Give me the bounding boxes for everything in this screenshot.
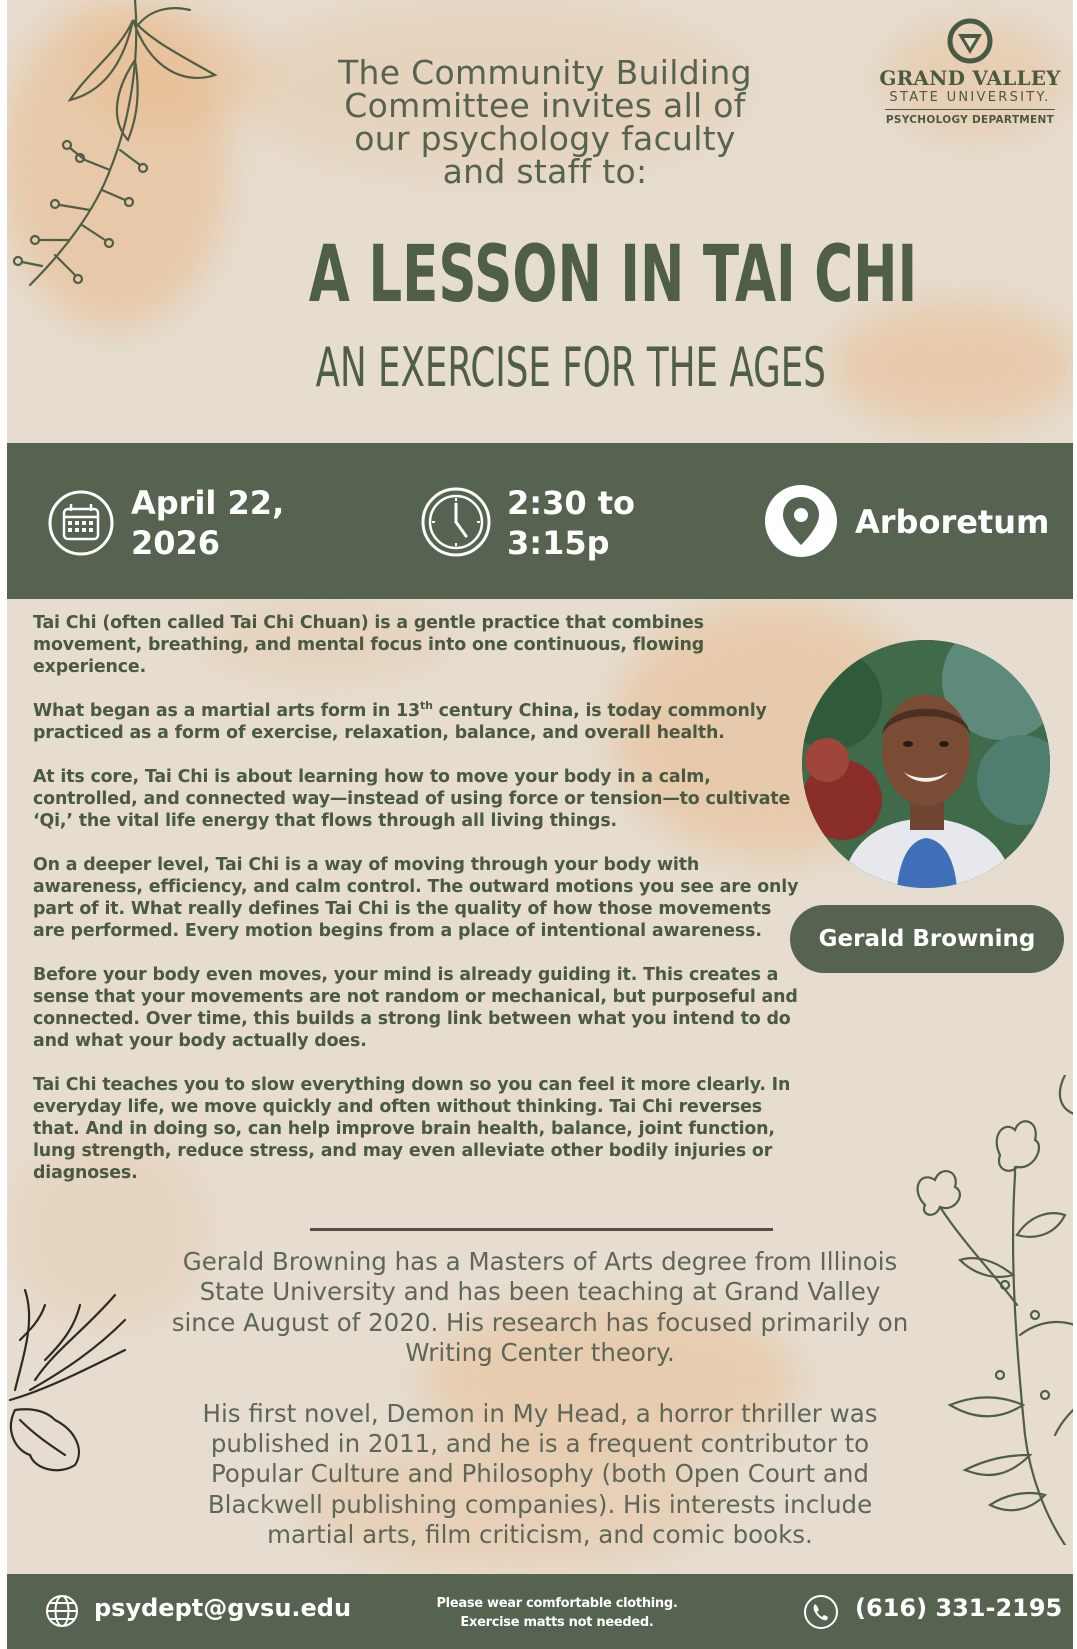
email-link[interactable]: psydept@gvsu.edu (94, 1594, 352, 1622)
event-title: A LESSON IN TAI CHI (308, 230, 918, 320)
leaf-branch-icon (10, 0, 230, 300)
event-date (131, 483, 284, 563)
bio-paragraph: His first novel, Demon in My Head, a horror thriller was published in 2011, and he is a frequent contributor to Popular Culture and Philosophy (both Open Court and Blackwell publishing companies). His interests include martial arts, film criticism, and comic books. (202, 1398, 878, 1550)
footer-note-line: Please wear comfortable clothing. (436, 1596, 678, 1611)
location-pin-icon (763, 483, 839, 559)
page-edge (1073, 0, 1077, 1649)
logo-rule (885, 109, 1055, 110)
description-text: century China, is today commonly practiced as a form of exercise, relaxation, balance, and overall health. (33, 701, 767, 743)
flower-icon (905, 1075, 1077, 1545)
superscript: th (419, 699, 433, 713)
gvsu-logo (865, 18, 1075, 126)
phone-icon (803, 1594, 839, 1630)
globe-icon (45, 1594, 79, 1628)
invitation-line: and staff to: (442, 152, 648, 191)
invitation-line: The Community Building (338, 53, 752, 92)
page-edge (0, 0, 7, 1649)
description-paragraph: Before your body even moves, your mind is already guiding it. This creates a sense that your movements are not random or mechanical, but purposeful and connected. Over time, this builds a strong link between what you intend to do and what your body actually does. (33, 965, 798, 1051)
event-time (507, 483, 635, 563)
invitation-line: Committee invites all of (344, 86, 746, 125)
description-paragraph: On a deeper level, Tai Chi is a way of moving through your body with awareness, efficiency, and calm control. The outward motions you see are only part of it. What really defines Tai Chi is the quality of how those movements are performed. Every motion begins from a place of intentional awareness. (33, 855, 799, 941)
bio-paragraph: Gerald Browning has a Masters of Arts degree from Illinois State University and has been teaching at Grand Valley since August of 2020. His research has focused primarily on Writing Center theory. (171, 1247, 909, 1368)
event-subtitle: AN EXERCISE FOR THE AGES (315, 336, 826, 399)
footer-note (387, 1594, 727, 1632)
event-info-band (7, 443, 1073, 599)
gvsu-logo-icon (947, 18, 993, 64)
instructor-bio (165, 1247, 915, 1581)
time-line: 2:30 to (507, 484, 636, 522)
instructor-photo (802, 640, 1050, 888)
event-location: Arboretum (855, 503, 1050, 541)
phone-number[interactable]: (616) 331-2195 (855, 1594, 1063, 1622)
clock-icon (420, 486, 492, 558)
description (33, 612, 808, 1206)
section-divider (310, 1228, 773, 1231)
description-text: What began as a martial arts form in 13 (33, 701, 420, 721)
invitation-line: our psychology faculty (354, 119, 736, 158)
calendar-icon (47, 489, 115, 557)
description-paragraph: At its core, Tai Chi is about learning how to move your body in a calm, controlled, and connected way—instead of using force or tension—to cultivate ‘Qi,’ the vital life energy that flows through all living things. (33, 767, 791, 831)
date-line: 2026 (131, 524, 221, 562)
time-line: 3:15p (507, 524, 610, 562)
leaf-branch-icon (5, 1280, 135, 1480)
portrait-image (802, 640, 1050, 888)
instructor-name-badge: Gerald Browning (790, 905, 1064, 973)
footer-band (7, 1574, 1073, 1649)
footer-note-line: Exercise matts not needed. (460, 1615, 654, 1630)
description-paragraph (33, 700, 808, 744)
invitation-text (300, 53, 790, 191)
logo-line-2: STATE UNIVERSITY. (889, 90, 1051, 105)
description-paragraph: Tai Chi (often called Tai Chi Chuan) is a gentle practice that combines movement, breathing, and mental focus into one continuous, flowing experience. (33, 613, 705, 677)
description-paragraph: Tai Chi teaches you to slow everything down so you can feel it more clearly. In everyday life, we move quickly and often without thinking. Tai Chi reverses that. And in doing so, can help improve brain health, balance, joint function, lung strength, reduce stress, and may even alleviate other bodily injuries or diagnoses. (33, 1075, 791, 1183)
logo-line-3: PSYCHOLOGY DEPARTMENT (885, 114, 1055, 126)
logo-line-1: GRAND VALLEY (879, 66, 1061, 90)
date-line: April 22, (131, 484, 285, 522)
